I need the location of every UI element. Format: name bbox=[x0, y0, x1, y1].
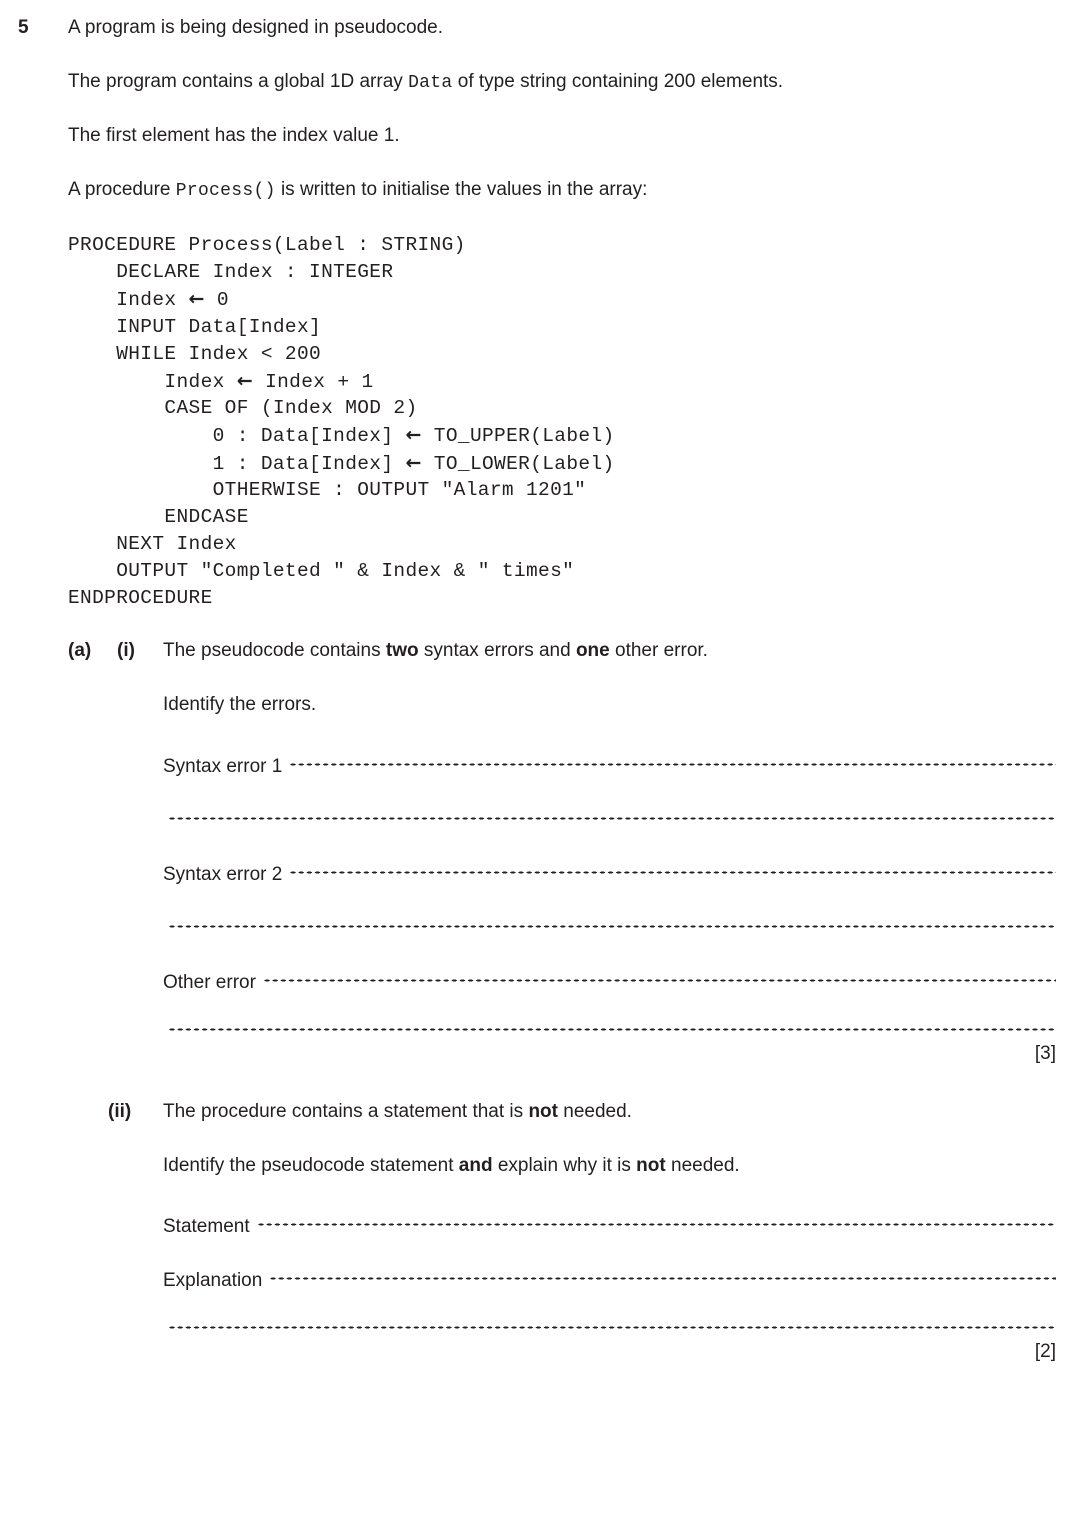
procedure-identifier: Process() bbox=[175, 181, 276, 201]
assignment-arrow-icon: ← bbox=[405, 451, 422, 474]
answer-continuation-line[interactable] bbox=[168, 1013, 1056, 1037]
intro-line-2-pre: The program contains a global 1D array bbox=[68, 71, 409, 92]
pseudocode-line: OTHERWISE : OUTPUT "Alarm 1201" bbox=[68, 478, 587, 501]
plain-text: The procedure contains a statement that is bbox=[163, 1101, 529, 1122]
pseudocode-line: PROCEDURE Process(Label : STRING) bbox=[68, 234, 466, 256]
intro-line-1 bbox=[68, 16, 1056, 40]
intro-line-1-text: A program is being designed in pseudocode. bbox=[68, 17, 443, 38]
answer-continuation-line[interactable] bbox=[168, 802, 1056, 826]
emphasis-text: not bbox=[636, 1155, 666, 1176]
part-label-a-i: (i) bbox=[117, 640, 135, 661]
pseudocode-line: WHILE Index < 200 bbox=[68, 342, 322, 365]
pseudocode-line: ENDPROCEDURE bbox=[68, 587, 213, 610]
answer-dotted-line[interactable] bbox=[269, 1262, 1056, 1286]
part-a-i-instruction bbox=[163, 693, 1056, 717]
answer-label: Syntax error 2 bbox=[163, 864, 283, 885]
plain-text: Identify the errors. bbox=[163, 694, 317, 715]
array-identifier: Data bbox=[408, 73, 453, 93]
part-label-a: (a) bbox=[68, 640, 92, 661]
answer-dotted-line[interactable] bbox=[289, 748, 1056, 772]
plain-text: syntax errors and bbox=[418, 640, 576, 661]
answer-label: Explanation bbox=[163, 1270, 263, 1291]
intro-line-4-pre: A procedure bbox=[68, 179, 176, 200]
intro-line-4 bbox=[68, 178, 1056, 203]
marks-part-a-ii: [2] bbox=[1034, 1341, 1056, 1362]
part-label-a-ii: (ii) bbox=[108, 1101, 132, 1122]
answer-field-explanation[interactable] bbox=[163, 1262, 1056, 1291]
intro-line-4-post: is written to initialise the values in the array: bbox=[275, 179, 648, 200]
assignment-arrow-icon: ← bbox=[405, 424, 422, 447]
answer-field-other-error[interactable] bbox=[163, 964, 1056, 993]
assignment-arrow-icon: ← bbox=[188, 288, 205, 311]
question-number: 5 bbox=[18, 17, 29, 38]
emphasis-text: and bbox=[458, 1155, 493, 1176]
plain-text: Identify the pseudocode statement bbox=[163, 1155, 459, 1176]
plain-text: The pseudocode contains bbox=[163, 640, 386, 661]
answer-field-syntax-error-1[interactable] bbox=[163, 748, 1056, 777]
pseudocode-line: NEXT Index bbox=[68, 533, 237, 556]
answer-continuation-line[interactable] bbox=[168, 1311, 1056, 1335]
answer-field-syntax-error-2[interactable] bbox=[163, 856, 1056, 885]
part-a-ii-instruction bbox=[163, 1154, 1056, 1178]
pseudocode-line: DECLARE Index : INTEGER bbox=[68, 261, 394, 284]
pseudocode-line: CASE OF (Index MOD 2) bbox=[68, 397, 418, 420]
answer-label: Other error bbox=[163, 972, 256, 993]
pseudocode-line: OUTPUT "Completed " & Index & " times" bbox=[68, 560, 575, 583]
part-a-i-prompt bbox=[163, 639, 1056, 663]
answer-dotted-line[interactable] bbox=[289, 856, 1056, 880]
assignment-arrow-icon: ← bbox=[236, 369, 254, 392]
pseudocode-line: 0 : Data[Index] ← TO_UPPER(Label) bbox=[68, 424, 615, 448]
intro-line-2 bbox=[68, 70, 1056, 95]
marks-part-a-i: [3] bbox=[1034, 1043, 1056, 1064]
answer-continuation-line[interactable] bbox=[168, 910, 1056, 934]
pseudocode-line: ENDCASE bbox=[68, 505, 249, 528]
pseudocode-line: INPUT Data[Index] bbox=[68, 315, 322, 338]
part-a-ii-prompt bbox=[163, 1100, 1056, 1124]
plain-text: other error. bbox=[609, 640, 708, 661]
answer-dotted-line[interactable] bbox=[257, 1208, 1056, 1232]
intro-line-3-text: The first element has the index value 1. bbox=[68, 125, 400, 146]
pseudocode-line: Index ← 0 bbox=[68, 288, 229, 312]
answer-field-statement[interactable] bbox=[163, 1208, 1056, 1237]
answer-label: Statement bbox=[163, 1216, 250, 1237]
plain-text: needed. bbox=[557, 1101, 632, 1122]
answer-label: Syntax error 1 bbox=[163, 756, 283, 777]
intro-line-3 bbox=[68, 124, 1056, 148]
intro-line-2-post: of type string containing 200 elements. bbox=[452, 71, 784, 92]
emphasis-text: not bbox=[528, 1101, 558, 1122]
emphasis-text: one bbox=[575, 640, 610, 661]
pseudocode-listing bbox=[68, 232, 615, 613]
emphasis-text: two bbox=[385, 640, 419, 661]
plain-text: explain why it is bbox=[492, 1155, 637, 1176]
pseudocode-line: 1 : Data[Index] ← TO_LOWER(Label) bbox=[68, 451, 615, 475]
answer-dotted-line[interactable] bbox=[263, 964, 1056, 988]
plain-text: needed. bbox=[665, 1155, 740, 1176]
pseudocode-line: Index ← Index + 1 bbox=[68, 369, 374, 393]
